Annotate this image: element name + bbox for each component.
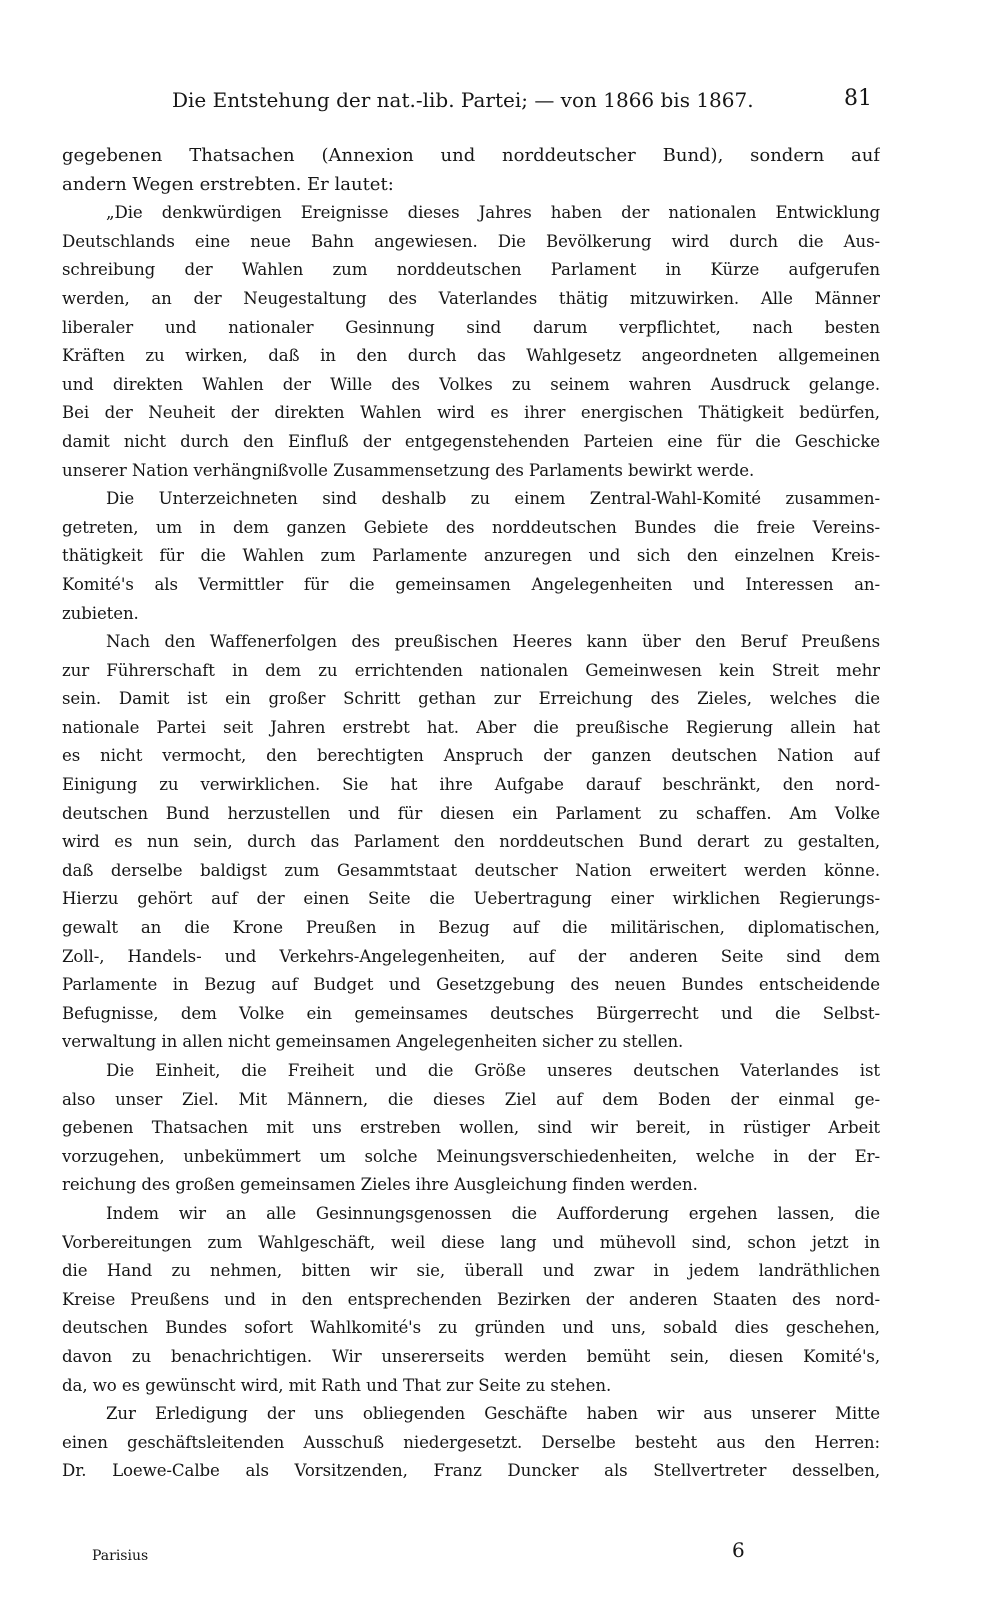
text-line: deutschen Bund herzustellen und für diesen ein Parlament zu schaffen. Am Volke: [62, 803, 880, 823]
text-line: daß derselbe baldigst zum Gesammtstaat deutscher Nation erweitert werden könne.: [62, 860, 880, 880]
text-line: Kreise Preußens und in den entsprechenden Bezirken der anderen Staaten des nord-: [62, 1289, 880, 1309]
text-line: da, wo es gewünscht wird, mit Rath und That zur Seite zu stehen.: [62, 1375, 612, 1395]
text-line: Kräften zu wirken, daß in den durch das Wahlgesetz angeordneten allgemeinen: [62, 346, 880, 366]
sheet-number: 6: [732, 1538, 745, 1562]
text-line: gebenen Thatsachen mit uns erstreben wollen, sind wir bereit, in rüstiger Arbeit: [62, 1118, 880, 1138]
text-line: Indem wir an alle Gesinnungsgenossen die Aufforderung ergehen lassen, die: [106, 1203, 880, 1223]
text-line: Parlamente in Bezug auf Budget und Gesetzgebung des neuen Bundes entscheidende: [62, 975, 880, 995]
text-line: also unser Ziel. Mit Männern, die dieses Ziel auf dem Boden der einmal ge-: [62, 1089, 880, 1109]
text-line: liberaler und nationaler Gesinnung sind darum verpflichtet, nach besten: [62, 317, 880, 337]
text-line: Zur Erledigung der uns obliegenden Geschäfte haben wir aus unserer Mitte: [106, 1404, 880, 1424]
text-line: werden, an der Neugestaltung des Vaterlandes thätig mitzuwirken. Alle Männer: [62, 288, 880, 308]
text-line: nationale Partei seit Jahren erstrebt hat. Aber die preußische Regierung allein hat: [62, 717, 880, 737]
text-line: die Hand zu nehmen, bitten wir sie, überall und zwar in jedem landräthlichen: [62, 1261, 880, 1281]
text-line: und direkten Wahlen der Wille des Volkes zu seinem wahren Ausdruck gelange.: [62, 374, 880, 394]
text-line: es nicht vermocht, den berechtigten Anspruch der ganzen deutschen Nation auf: [62, 746, 880, 766]
footer-signature: Parisius: [92, 1548, 149, 1564]
text-line: Die Unterzeichneten sind deshalb zu einem Zentral-Wahl-Komité zusammen-: [106, 489, 880, 509]
text-line: Vorbereitungen zum Wahlgeschäft, weil diese lang und mühevoll sind, schon jetzt in: [62, 1232, 880, 1252]
text-line: Deutschlands eine neue Bahn angewiesen. Die Bevölkerung wird durch die Aus-: [62, 231, 880, 251]
text-line: zubieten.: [62, 603, 139, 623]
text-line: andern Wegen erstrebten. Er lautet:: [62, 173, 394, 195]
text-line: Die Einheit, die Freiheit und die Größe unseres deutschen Vaterlandes ist: [106, 1061, 880, 1080]
text-line: unserer Nation verhängnißvolle Zusammensetzung des Parlaments bewirkt werde.: [62, 460, 755, 480]
text-line: getreten, um in dem ganzen Gebiete des norddeutschen Bundes die freie Vereins-: [62, 517, 880, 537]
text-line: deutschen Bundes sofort Wahlkomité's zu gründen und uns, sobald dies geschehen,: [62, 1318, 880, 1338]
running-head: [172, 86, 872, 120]
body-text: [62, 142, 880, 1486]
page-number: 81: [844, 86, 872, 111]
text-line: Bei der Neuheit der direkten Wahlen wird es ihrer energischen Thätigkeit bedürfen,: [62, 403, 880, 423]
text-line: schreibung der Wahlen zum norddeutschen Parlament in Kürze aufgerufen: [62, 260, 880, 280]
text-line: thätigkeit für die Wahlen zum Parlamente anzuregen und sich den einzelnen Kreis-: [62, 546, 880, 566]
text-line: sein. Damit ist ein großer Schritt gethan zur Erreichung des Zieles, welches die: [62, 689, 880, 709]
text-line: Hierzu gehört auf der einen Seite die Uebertragung einer wirklichen Regierungs-: [62, 889, 880, 909]
text-line: „Die denkwürdigen Ereignisse dieses Jahres haben der nationalen Entwicklung: [106, 203, 880, 223]
running-head-title: Die Entstehung der nat.-lib. Partei; — von 1866 bis 1867.: [172, 88, 754, 112]
text-line: Dr. Loewe-Calbe als Vorsitzenden, Franz Duncker als Stellvertreter desselben,: [62, 1461, 880, 1481]
text-line: Einigung zu verwirklichen. Sie hat ihre Aufgabe darauf beschränkt, den nord-: [62, 775, 880, 795]
text-line: Nach den Waffenerfolgen des preußischen Heeres kann über den Beruf Preußens: [106, 632, 880, 652]
text-line: vorzugehen, unbekümmert um solche Meinungsverschiedenheiten, welche in der Er-: [62, 1146, 880, 1166]
text-line: einen geschäftsleitenden Ausschuß niedergesetzt. Derselbe besteht aus den Herren:: [62, 1432, 880, 1452]
text-line: wird es nun sein, durch das Parlament den norddeutschen Bund derart zu gestalten,: [62, 832, 880, 852]
text-line: damit nicht durch den Einfluß der entgegenstehenden Parteien eine für die Geschicke: [62, 431, 880, 451]
text-line: davon zu benachrichtigen. Wir unsererseits werden bemüht sein, diesen Komité's,: [62, 1346, 880, 1366]
text-line: gegebenen Thatsachen (Annexion und norddeutscher Bund), sondern auf: [62, 145, 880, 166]
text-line: zur Führerschaft in dem zu errichtenden nationalen Gemeinwesen kein Streit mehr: [62, 660, 880, 680]
text-line: Komité's als Vermittler für die gemeinsamen Angelegenheiten und Interessen an-: [62, 574, 880, 594]
text-line: gewalt an die Krone Preußen in Bezug auf die militärischen, diplomatischen,: [62, 918, 880, 938]
text-line: verwaltung in allen nicht gemeinsamen Angelegenheiten sicher zu stellen.: [62, 1032, 684, 1052]
text-line: Befugnisse, dem Volke ein gemeinsames deutsches Bürgerrecht und die Selbst-: [62, 1003, 880, 1023]
text-line: Zoll-, Handels- und Verkehrs-Angelegenheiten, auf der anderen Seite sind dem: [62, 946, 880, 966]
text-line: reichung des großen gemeinsamen Zieles ihre Ausgleichung finden werden.: [62, 1175, 698, 1195]
